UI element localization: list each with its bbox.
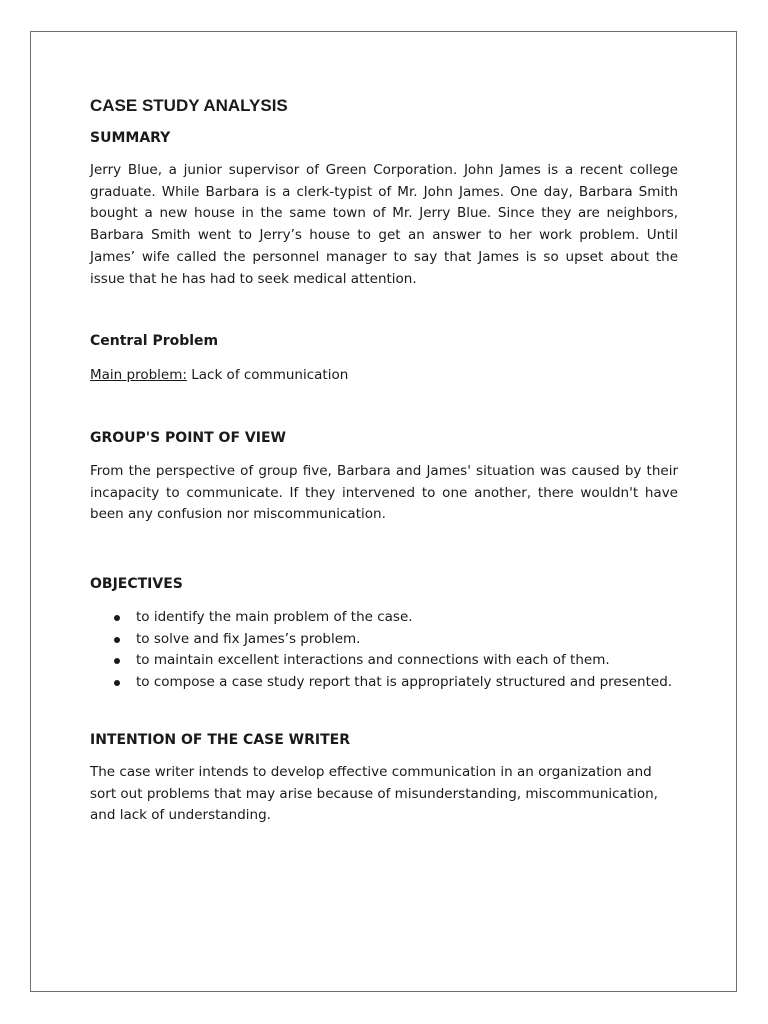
objective-text: to compose a case study report that is appropriately structured and presented. — [136, 674, 673, 691]
central-problem-heading: Central Problem — [90, 333, 219, 349]
bullet-icon — [114, 658, 120, 664]
objective-text: to maintain excellent interactions and connections with each of them. — [136, 652, 610, 669]
summary-heading: SUMMARY — [90, 130, 171, 146]
main-problem-label: Main problem: — [90, 367, 187, 383]
bullet-icon — [114, 637, 120, 643]
intention-paragraph: The case writer intends to develop effective communication in an organization and sort out problems that may arise because of misunderstanding, miscommunication, and lack of understanding. — [90, 764, 658, 824]
objectives-heading: OBJECTIVES — [90, 576, 183, 592]
main-problem-line — [90, 365, 348, 387]
bullet-icon — [114, 680, 120, 686]
point-of-view-paragraph: From the perspective of group five, Barbara and James' situation was caused by their incapacity to communicate. If they intervened to one another, there wouldn't have been any confusion nor miscommunication. — [90, 463, 678, 523]
objective-text: to identify the main problem of the case. — [136, 609, 413, 625]
main-problem-value: Lack of communication — [186, 367, 349, 383]
list-item — [90, 650, 672, 672]
objective-text: to solve and fix James’s problem. — [136, 630, 361, 647]
bullet-icon — [114, 615, 120, 621]
objectives-list — [90, 607, 672, 694]
summary-paragraph: Jerry Blue, a junior supervisor of Green Corporation. John James is a recent college graduate. While Barbara is a clerk-typist of Mr. John James. One day, Barbara Smith bought a new house in the same town of Mr. Jerry Blue. Since they are neighbors, Barbara Smith went to Jerry’s house to get an answer to her work problem. Until James’ wife called the personnel manager to say that James is so upset about the issue that he has had to seek medical attention. — [90, 162, 678, 287]
list-item — [90, 629, 672, 651]
document-title: CASE STUDY ANALYSIS — [90, 96, 288, 115]
list-item — [90, 672, 672, 694]
list-item — [90, 607, 672, 629]
point-of-view-heading: GROUP'S POINT OF VIEW — [90, 430, 286, 446]
intention-heading: INTENTION OF THE CASE WRITER — [90, 732, 351, 748]
